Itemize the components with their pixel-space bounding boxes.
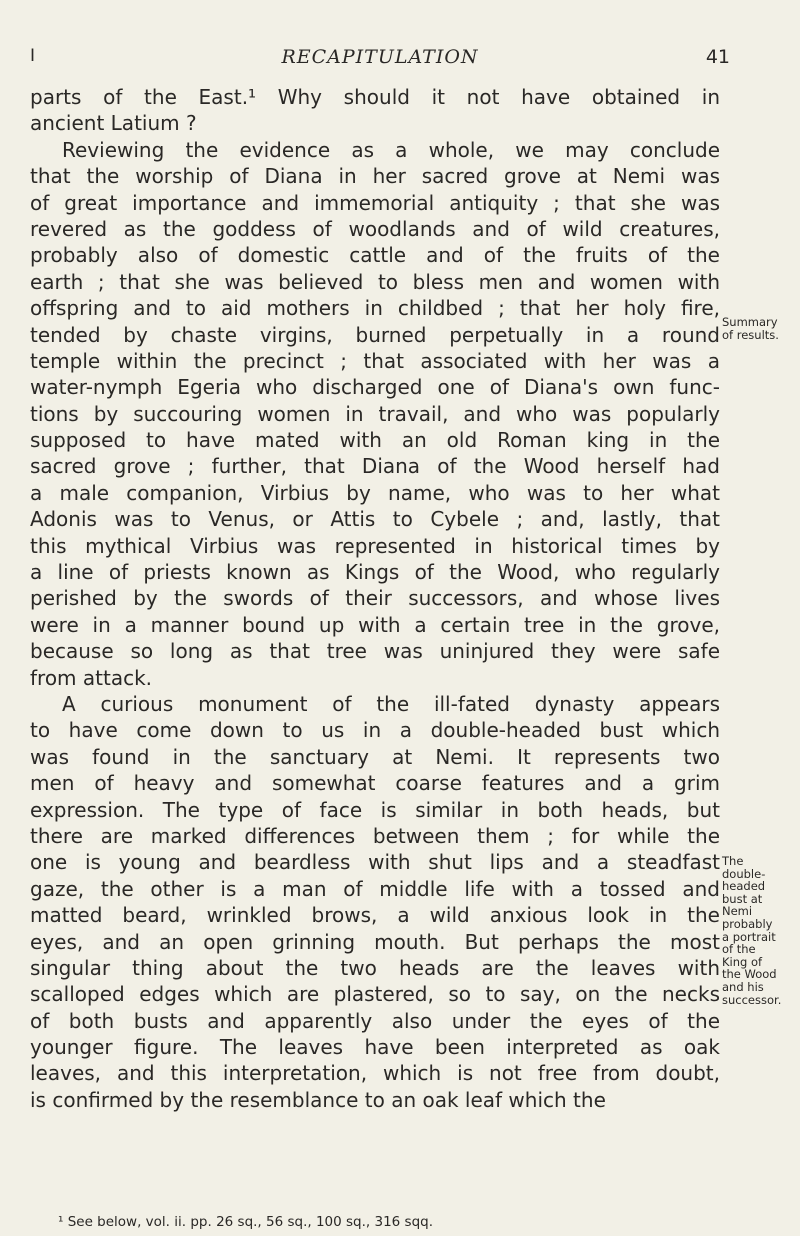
text-line: ancient Latium ? [30, 111, 197, 136]
text-line: because so long as that tree was uninjured they were safe [30, 639, 720, 664]
margin-note-line: double- [722, 866, 766, 881]
text-line: a line of priests known as Kings of the Wood, who regularly [30, 560, 720, 585]
margin-note-line: a portrait [722, 929, 776, 944]
margin-note-line: successor. [722, 992, 782, 1007]
margin-note-line: Summary [722, 315, 778, 329]
text-line: were in a manner bound up with a certain tree in the grove, [30, 612, 720, 637]
paragraph [30, 84, 720, 137]
text-line: of both busts and apparently also under the eyes of the [30, 1008, 720, 1033]
text-line: probably also of domestic cattle and of the fruits of the [30, 243, 720, 268]
margin-note-line: of results. [722, 327, 779, 342]
text-line: water-nymph Egeria who discharged one of Diana's own func- [30, 375, 720, 400]
text-line: that the worship of Diana in her sacred grove at Nemi was [30, 164, 720, 189]
text-line: Reviewing the evidence as a whole, we may conclude [62, 137, 720, 162]
text-line: gaze, the other is a man of middle life with a tossed and [30, 876, 720, 901]
text-line: Adonis was to Venus, or Attis to Cybele ; and, lastly, that [30, 507, 720, 532]
text-line: offspring and to aid mothers in childbed ; that her holy fire, [30, 296, 720, 321]
text-line: singular thing about the two heads are the leaves with [30, 955, 720, 980]
text-line: matted beard, wrinkled brows, a wild anxious look in the [30, 903, 720, 928]
margin-note-summary [722, 316, 798, 341]
text-line: there are marked differences between them ; for while the [30, 823, 720, 848]
margin-note-line: bust at [722, 891, 763, 906]
text-line: a male companion, Virbius by name, who was to her what [30, 480, 720, 505]
margin-note-line: the Wood [722, 967, 777, 982]
text-line: of great importance and immemorial antiquity ; that she was [30, 190, 720, 215]
margin-note-line: The [722, 854, 744, 868]
text-line: was found in the sanctuary at Nemi. It represents two [30, 744, 720, 769]
margin-note-line: King of [722, 954, 763, 969]
text-line: A curious monument of the ill-fated dynasty appears [62, 691, 720, 716]
text-line: temple within the precinct ; that associated with her was a [30, 348, 720, 373]
text-line: revered as the goddess of woodlands and of wild creatures, [30, 216, 720, 241]
text-line: parts of the East.¹ Why should it not have obtained in [30, 85, 720, 109]
footnote: ¹ See below, vol. ii. pp. 26 sq., 56 sq., 100 sq., 316 sqq. [58, 1214, 434, 1230]
text-line: tended by chaste virgins, burned perpetually in a round [30, 322, 720, 347]
margin-note-line: of the [722, 942, 756, 957]
chapter-number: I [30, 46, 36, 66]
text-line: expression. The type of face is similar in both heads, but [30, 797, 720, 822]
margin-note-line: and his [722, 979, 764, 994]
text-line: is confirmed by the resemblance to an oak leaf which the [30, 1087, 606, 1112]
text-line: tions by succouring women in travail, and who was popularly [30, 401, 720, 426]
paragraph [30, 691, 720, 1113]
page-number: 41 [705, 46, 730, 68]
running-title: RECAPITULATION [281, 46, 479, 68]
text-line: eyes, and an open grinning mouth. But perhaps the most [30, 929, 720, 954]
text-line: sacred grove ; further, that Diana of the Wood herself had [30, 454, 720, 479]
text-line: scalloped edges which are plastered, so to say, on the necks [30, 982, 720, 1007]
text-line: younger figure. The leaves have been interpreted as oak [30, 1035, 720, 1060]
text-line: one is young and beardless with shut lips and a steadfast [30, 850, 720, 875]
text-line: from attack. [30, 665, 153, 690]
text-line: leaves, and this interpretation, which is not free from doubt, [30, 1061, 720, 1086]
text-line: this mythical Virbius was represented in historical times by [30, 533, 720, 558]
body-text [30, 84, 720, 1113]
running-header [30, 46, 730, 82]
text-line: to have come down to us in a double-headed bust which [30, 718, 720, 743]
text-line: men of heavy and somewhat coarse features and a grim [30, 771, 720, 796]
paragraph [30, 137, 720, 691]
text-line: supposed to have mated with an old Roman king in the [30, 428, 720, 453]
margin-note-bust [722, 855, 798, 1006]
text-line: perished by the swords of their successors, and whose lives [30, 586, 720, 611]
margin-note-line: headed [722, 879, 766, 894]
text-line: earth ; that she was believed to bless men and women with [30, 269, 720, 294]
margin-note-line: probably [722, 916, 773, 931]
margin-note-line: Nemi [722, 904, 753, 919]
